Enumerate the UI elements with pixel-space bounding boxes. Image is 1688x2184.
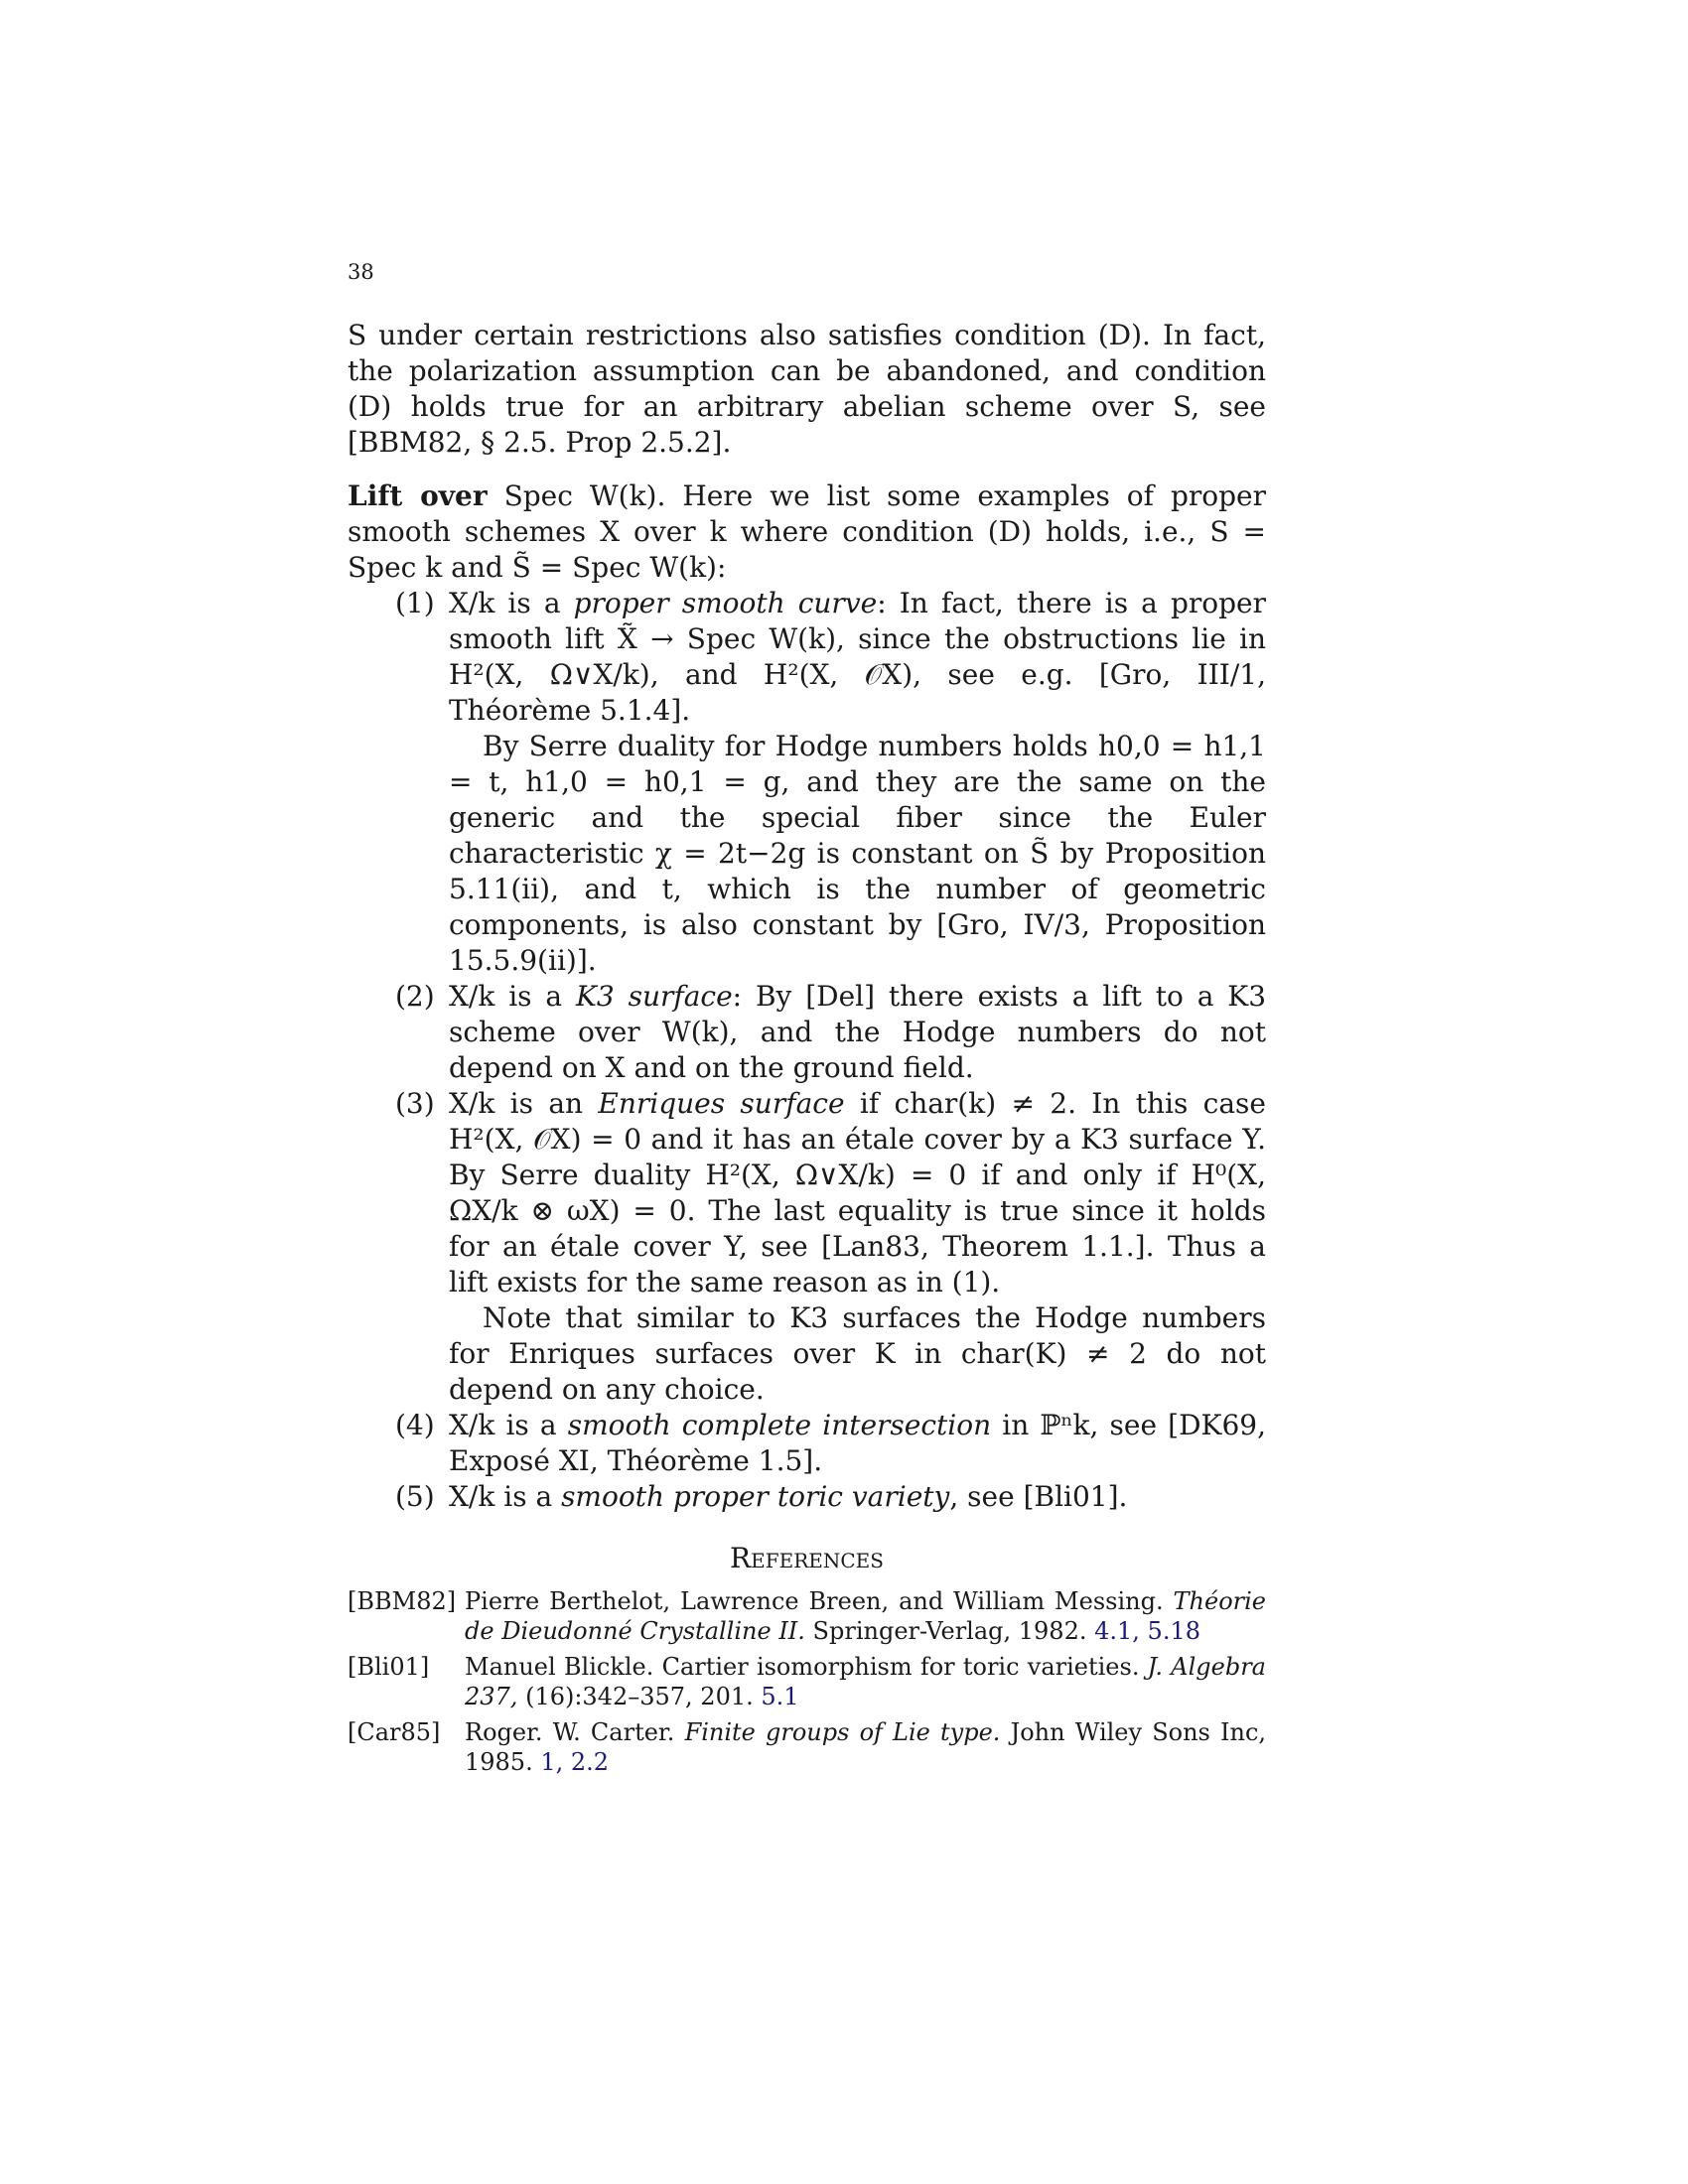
- list-item-number: (1): [395, 587, 435, 619]
- item-text: , see [Bli01].: [949, 1480, 1128, 1513]
- lift-intro: Here we list some examples of proper smooth schemes X over k where condition (D) holds, i.e., S = Spec k and S̃ = Spec W(k):: [348, 479, 1267, 584]
- item-prefix: X/k is an: [449, 1087, 599, 1120]
- list-item: [348, 1479, 1266, 1515]
- bib-backref-link[interactable]: 4.1, 5.18: [1094, 1617, 1200, 1645]
- item-prefix: X/k is a: [449, 1480, 562, 1513]
- page-number: 38: [348, 260, 374, 284]
- example-list: [348, 586, 1266, 1515]
- bib-publisher: (16):342–357, 201.: [525, 1683, 754, 1710]
- bib-key: [Bli01]: [348, 1653, 430, 1681]
- bib-backref-link[interactable]: 5.1: [761, 1683, 799, 1710]
- bib-authors: Roger. W. Carter.: [465, 1718, 675, 1746]
- bib-authors: Manuel Blickle. Cartier isomorphism for toric varieties.: [465, 1653, 1140, 1681]
- item-prefix: X/k is a: [449, 587, 574, 619]
- bib-title: Théorie de Dieudonné Crystalline II.: [465, 1587, 1266, 1645]
- lift-heading-rest: Spec W(k).: [503, 479, 666, 512]
- item-continuation: By Serre duality for Hodge numbers holds h0,0 = h1,1 = t, h1,0 = h0,1 = g, and they are the same on the generic and the special fiber since the Euler characteristic χ = 2t−2g is constant on S̃ by Proposition 5.11(ii), and t, which is the number of geometric components, is also constant by [Gro, IV/3, Proposition 15.5.9(ii)].: [449, 730, 1266, 977]
- list-item: [348, 1408, 1266, 1479]
- list-item-number: (4): [395, 1409, 435, 1441]
- bib-title: Finite groups of Lie type.: [684, 1718, 1001, 1746]
- bib-entry: [348, 1586, 1266, 1646]
- bib-entry: [348, 1652, 1266, 1711]
- lift-heading: Lift over: [348, 479, 488, 512]
- item-continuation: Note that similar to K3 surfaces the Hodge numbers for Enriques surfaces over K in char(K) ≠ 2 do not depend on any choice.: [449, 1301, 1266, 1406]
- item-text: if char(k) ≠ 2. In this case H²(X, 𝒪X) = 0 and it has an étale cover by a K3 surface Y. By Serre duality H²(X, Ω∨X/k) = 0 if and only if H⁰(X, ΩX/k ⊗ ωX) = 0. The last equality is true since it holds for an étale cover Y, see [Lan83, Theorem 1.1.]. Thus a lift exists for the same reason as in (1).: [449, 1087, 1266, 1298]
- bib-entry: [348, 1717, 1266, 1777]
- list-item: [348, 1086, 1266, 1408]
- item-emphasis: K3 surface: [575, 980, 733, 1013]
- references-heading: References: [730, 1542, 884, 1574]
- bib-authors: Pierre Berthelot, Lawrence Breen, and William Messing.: [465, 1587, 1164, 1615]
- bib-key: [BBM82]: [348, 1587, 457, 1615]
- list-item-number: (5): [395, 1480, 435, 1513]
- paragraph-lift: [348, 478, 1266, 586]
- bib-title: J. Algebra 237,: [465, 1653, 1266, 1710]
- paragraph-intro: S under certain restrictions also satisfies condition (D). In fact, the polarization assumption can be abandoned, and condition (D) holds true for an arbitrary abelian scheme over S, see [BBM82, § 2.5. Prop 2.5.2].: [348, 319, 1266, 459]
- bib-publisher: John Wiley Sons Inc, 1985.: [465, 1718, 1267, 1776]
- item-emphasis: Enriques surface: [598, 1087, 845, 1120]
- list-item: [348, 586, 1266, 979]
- bibliography: [348, 1586, 1266, 1777]
- item-prefix: X/k is a: [449, 980, 576, 1013]
- page-body: [348, 318, 1266, 1783]
- item-text: : By [Del] there exists a lift to a K3 scheme over W(k), and the Hodge numbers do not depend on X and on the ground field.: [449, 980, 1267, 1084]
- list-item-number: (2): [395, 980, 435, 1013]
- item-text: in ℙⁿk, see [DK69, Exposé XI, Théorème 1.5].: [449, 1409, 1266, 1477]
- item-text: : In fact, there is a proper smooth lift X̃ → Spec W(k), since the obstructions lie in H²(X, Ω∨X/k), and H²(X, 𝒪X), see e.g. [Gro, III/1, Théorème 5.1.4].: [449, 587, 1266, 727]
- item-emphasis: smooth complete intersection: [567, 1409, 992, 1441]
- item-emphasis: proper smooth curve: [573, 587, 878, 619]
- bib-key: [Car85]: [348, 1718, 441, 1746]
- list-item: [348, 979, 1266, 1086]
- list-item-number: (3): [395, 1087, 435, 1120]
- bib-publisher: Springer-Verlag, 1982.: [812, 1617, 1087, 1645]
- item-prefix: X/k is a: [449, 1409, 568, 1441]
- bib-backref-link[interactable]: 1, 2.2: [540, 1748, 610, 1776]
- item-emphasis: smooth proper toric variety: [561, 1480, 950, 1513]
